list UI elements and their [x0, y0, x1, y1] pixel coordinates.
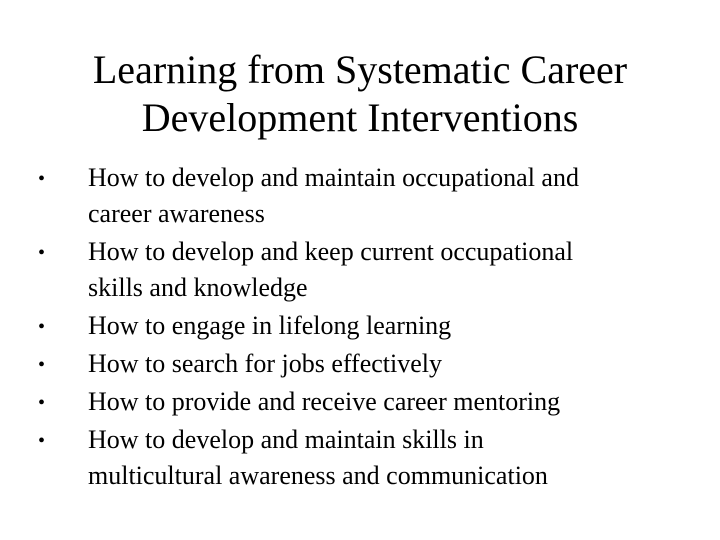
bullet-line: multicultural awareness and communication — [88, 461, 548, 490]
bullet-item — [36, 308, 684, 344]
bullet-line: skills and knowledge — [88, 273, 308, 302]
bullet-line: How to develop and maintain skills in — [88, 425, 484, 454]
bullet-icon: • — [38, 354, 46, 376]
bullet-icon: • — [38, 430, 46, 452]
title-line: Learning from Systematic Career — [92, 47, 628, 92]
bullet-text — [88, 346, 684, 382]
slide-title — [36, 46, 684, 142]
bullet-item — [36, 346, 684, 382]
bullet-icon: • — [38, 392, 46, 414]
bullet-line: How to search for jobs effectively — [88, 349, 443, 378]
bullet-item — [36, 234, 684, 306]
bullet-icon: • — [38, 316, 46, 338]
bullet-icon: • — [38, 168, 46, 190]
bullet-list — [36, 160, 684, 496]
bullet-text — [88, 234, 684, 306]
bullet-text — [88, 308, 684, 344]
bullet-line: How to develop and maintain occupational and — [88, 163, 579, 192]
bullet-line: How to engage in lifelong learning — [88, 311, 452, 340]
bullet-line: career awareness — [88, 199, 265, 228]
bullet-item — [36, 422, 684, 494]
bullet-item — [36, 160, 684, 232]
bullet-icon: • — [38, 242, 46, 264]
bullet-item — [36, 384, 684, 420]
bullet-text — [88, 422, 684, 494]
title-line: Development Interventions — [141, 95, 579, 140]
bullet-line: How to develop and keep current occupational — [88, 237, 574, 266]
bullet-line: How to provide and receive career mentoring — [88, 387, 561, 416]
bullet-text — [88, 160, 684, 232]
bullet-text — [88, 384, 684, 420]
